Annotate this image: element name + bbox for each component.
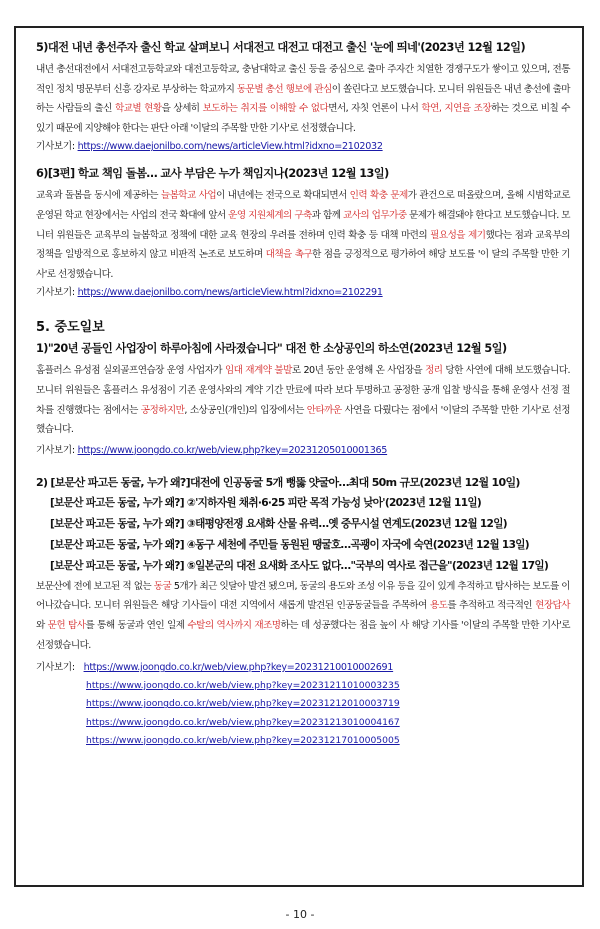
- link-label: 기사보기:: [36, 444, 75, 456]
- body-text: 당한 사연에 대해 보도했습니다. 모니터 위원들은 홈플러스 유성점이 기존 운영사와의 계약 기간 만료에 따라 보다 투명하고 공정한 공개 입찰 방식을 통해 운영사 선정 절차를 진행했다는 점에서는: [36, 365, 571, 416]
- highlight-text: 교사의 업무가중: [342, 209, 407, 221]
- highlight-text: 용도: [429, 600, 448, 612]
- jd-item-2-number: 2): [36, 475, 48, 489]
- jd-item-2-title-5: [보문산 파고든 동굴, 누가 왜?] ⑤일본군의 대전 요새화 조사도 없다…"국부의 역사로 접근을"(2023년 12월 17일): [50, 559, 549, 572]
- link-label: 기사보기:: [36, 287, 75, 299]
- highlight-text: 문헌 탐사: [47, 619, 86, 631]
- body-text: 하는 것으로 비칠 수 있기 때문에 지양해야 한다는 판단 아래 '이달의 주목할 만한 기사'로 선정했습니다.: [36, 103, 570, 134]
- item-6: [36, 166, 570, 302]
- jd-item-2-title-1: [36, 472, 570, 493]
- body-text: 5개가 최근 잇달아 발견 됐으며, 동굴의 용도와 조성 이유 등을 깊이 있게 추적하고 탐사하는 보도를 이어나갔습니다. 모니터 위원들은 해당 기사들이 대전 지역에서 새롭게 발견된 인공동굴들을 주목하여: [36, 580, 571, 612]
- jd-item-2-article-link-2[interactable]: https://www.joongdo.co.kr/web/view.php?key=20231211010003235: [86, 680, 400, 692]
- body-text: 보문산에 전에 보고된 적 없는: [36, 580, 154, 592]
- jd-item-1-article-link[interactable]: https://www.joongdo.co.kr/web/view.php?key=20231205010001365: [77, 444, 388, 456]
- jd-item-1: [36, 341, 570, 459]
- highlight-text: 동문별 총선 행보에 관심: [236, 83, 332, 95]
- highlight-text: 학교별 현황: [114, 103, 162, 115]
- jd-item-2-article-link-4[interactable]: https://www.joongdo.co.kr/web/view.php?key=20231213010004167: [86, 716, 400, 728]
- jd-item-1-body: [36, 361, 570, 439]
- item-6-body: [36, 186, 570, 284]
- jd-item-1-link-row: [36, 442, 570, 460]
- body-text: 를 추적하고 적극적인: [447, 600, 536, 612]
- body-text: 과 함께: [311, 209, 343, 221]
- highlight-text: 운영 지원체계의 구축: [228, 209, 312, 221]
- section-title: 5. 중도일보: [36, 320, 105, 336]
- item-5-body: [36, 60, 570, 138]
- highlight-text: 대책을 촉구: [265, 249, 313, 261]
- jd-item-2-link-row: [36, 659, 570, 677]
- link-label: 기사보기:: [36, 141, 75, 153]
- highlight-text: 현장답사: [535, 600, 570, 612]
- link-label: 기사보기:: [36, 662, 75, 674]
- highlight-text: 필요성을 제기: [430, 229, 486, 241]
- highlight-text: 정리: [425, 365, 443, 377]
- highlight-text: 학연, 지연을 조장: [421, 103, 492, 115]
- body-text: 면서, 자칫 언론이 나서: [328, 103, 422, 115]
- body-text: 이 내년에는 전국으로 확대되면서: [216, 190, 350, 202]
- item-6-link-row: [36, 284, 570, 302]
- highlight-text: 인력 확충 문제: [349, 190, 408, 202]
- highlight-text: 수탈의 역사까지 재조명: [187, 619, 281, 631]
- body-text: 한 점을 긍정적으로 평가하여 해당 보도를 '이 달의 주목할 만한 기사'로 선정했습니다.: [36, 249, 571, 280]
- body-text: 내년 총선대전에서 서대전고등학교와 대전고등학교, 충남대학교 출신 등을 중심으로 출마 주자간 치열한 경쟁구도가 쌓이고 있으며, 전통적인 정치 명문부터 신흥 강자로 부상하는 학교까지: [36, 64, 570, 95]
- highlight-text: 동굴: [153, 580, 172, 592]
- body-text: 가 관건으로 떠올랐으며, 올해 시범학교로 운영된 학교 현장에서는 사업의 전국 확대에 앞서: [36, 190, 570, 221]
- body-text: , 소상공인(개인)의 입장에서는: [184, 404, 307, 416]
- jd-item-2: [36, 472, 570, 750]
- jd-item-2-title-3: [보문산 파고든 동굴, 누가 왜?] ③태평양전쟁 요새화 산물 유력…옛 중무시설 연계도(2023년 12월 12일): [50, 517, 507, 530]
- body-text: 을 상세히: [161, 103, 203, 115]
- item-5-article-link[interactable]: https://www.daejonilbo.com/news/articleView.html?idxno=2102032: [77, 141, 383, 153]
- jd-item-2-title-4: [보문산 파고든 동굴, 누가 왜?] ④동구 세천에 주민들 동원된 땡굴호…곡괭이 자국에 숙연(2023년 12월 13일): [50, 538, 529, 551]
- jd-item-2-title-1-text: [보문산 파고든 동굴, 누가 왜?]대전에 인공동굴 5개 뻥뚫 얏굴아…최대 50m 규모(2023년 12월 10일): [50, 475, 520, 489]
- jd-item-2-article-link-1[interactable]: https://www.joongdo.co.kr/web/view.php?key=20231210010002691: [83, 662, 394, 674]
- jd-item-2-article-link-3[interactable]: https://www.joongdo.co.kr/web/view.php?key=20231212010003719: [86, 698, 400, 710]
- jd-item-2-more-links: [86, 677, 570, 750]
- jd-item-2-article-link-5[interactable]: https://www.joongdo.co.kr/web/view.php?key=20231217010005005: [86, 734, 400, 746]
- jd-item-2-title-2: [보문산 파고든 동굴, 누가 왜?] ②'지하자원 채취·6·25 피란 목적 가능성 낮아'(2023년 12월 11일): [50, 496, 482, 509]
- item-6-article-link[interactable]: https://www.daejonilbo.com/news/articleView.html?idxno=2102291: [77, 287, 383, 299]
- highlight-text: 임대 재계약 불발: [224, 365, 292, 377]
- body-text: 이 쏠린다고 보도했습니다. 모니터 위원들은 내년 총선에 출마하는 사람들의 출신: [36, 83, 570, 115]
- item-6-title: 6)[3편] 학교 책임 돌봄… 교사 부담은 누가 책임지나(2023년 12월 13일): [36, 167, 389, 181]
- item-5-link-row: [36, 138, 570, 156]
- content-area: [36, 40, 570, 750]
- body-text: 를 통해 동굴과 연인 일제: [85, 619, 188, 631]
- jd-item-1-title: 1)"20년 공들인 사업장이 하루아침에 사라졌습니다" 대전 한 소상공인의 하소연(2023년 12월 5일): [36, 342, 507, 356]
- body-text: 했다는 점과 교육부의 정책을 일방적으로 홍보하지 않고 비판적 논조로 보도하며: [36, 229, 570, 261]
- body-text: 홈플러스 유성점 실외골프연습장 운영 사업자가: [36, 365, 225, 377]
- body-text: 사연을 다뤘다는 점에서 '이달의 주목할 만한 기사'로 선정했습니다.: [36, 404, 570, 436]
- body-text: 하는 데 성공했다는 점을 높이 사 해당 기사를 '이달의 주목할 만한 기사'로 선정했습니다.: [36, 619, 570, 651]
- page-number: - 10 -: [285, 908, 315, 921]
- highlight-text: 보도하는 취지를 이해할 수 없다: [202, 103, 329, 115]
- highlight-text: 늘봄학교 사업: [160, 190, 217, 202]
- jd-item-2-body: [36, 577, 570, 655]
- page-frame: [14, 26, 584, 887]
- body-text: 교육과 돌봄을 동시에 제공하는: [36, 190, 161, 202]
- body-text: 로 20년 동안 운영해 온 사업장을: [291, 365, 426, 377]
- body-text: 와: [36, 619, 48, 631]
- item-5-title: 5)대전 내년 총선주자 출신 학교 살펴보니 서대전고 대전고 대전고 출신 '눈에 띄네'(2023년 12월 12일): [36, 41, 526, 54]
- item-5: [36, 40, 570, 156]
- body-text: 문제가 해결돼야 한다고 보도했습니다. 모니터 위원들은 교육부의 늘봄학교 정책에 대한 교육 현장의 우려를 전하며 인력 확충 등 대책 마련의: [36, 209, 570, 241]
- highlight-text: 안타까운: [306, 404, 342, 416]
- highlight-text: 공정하지만: [140, 404, 185, 416]
